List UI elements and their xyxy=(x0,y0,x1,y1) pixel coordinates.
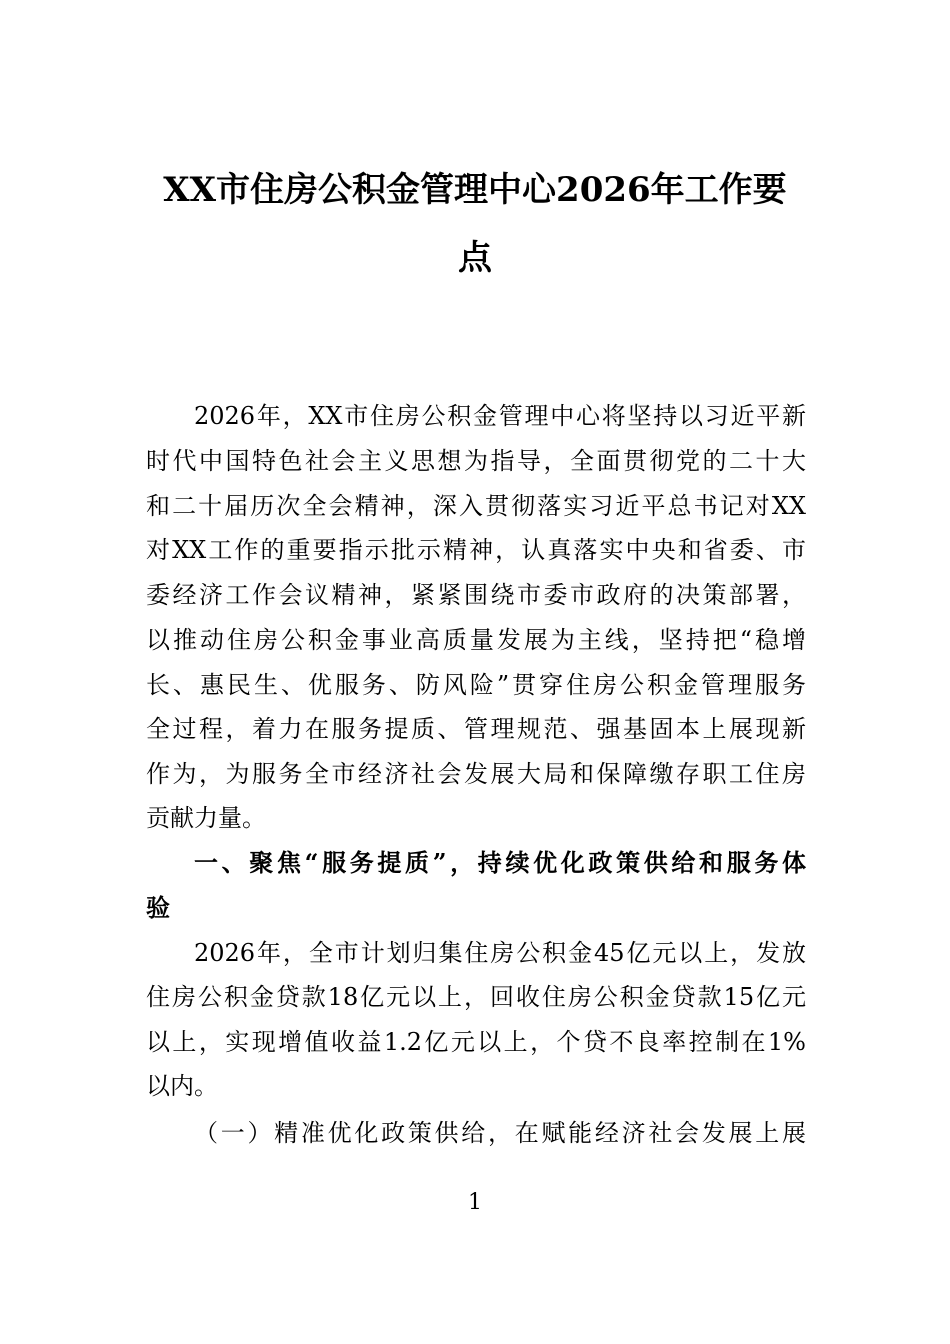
text-line: 以推动住房公积金事业高质量发展为主线，坚持把“稳增 xyxy=(146,626,806,654)
text-line: 委经济工作会议精神，紧紧围绕市委市政府的决策部署， xyxy=(146,581,806,609)
text-line: 住房公积金贷款18亿元以上，回收住房公积金贷款15亿元 xyxy=(146,983,806,1011)
text-line: 以上，实现增值收益1.2亿元以上，个贷不良率控制在1% xyxy=(146,1028,806,1056)
text-line: 长、惠民生、优服务、防风险”贯穿住房公积金管理服务 xyxy=(146,671,806,699)
subsection-1-heading: （一）精准优化政策供给，在赋能经济社会发展上展 xyxy=(194,1119,806,1147)
text-line: 2026年，XX市住房公积金管理中心将坚持以习近平新 xyxy=(194,402,806,430)
text-line: 和二十届历次全会精神，深入贯彻落实习近平总书记对XX xyxy=(146,492,806,520)
text-line: 作为，为服务全市经济社会发展大局和保障缴存职工住房 xyxy=(146,760,806,788)
document-title-line-1: XX市住房公积金管理中心2026年工作要 xyxy=(163,170,787,210)
document-title-line-2: 点 xyxy=(458,238,492,278)
text-line: 贡献力量。 xyxy=(146,804,266,832)
text-line: 2026年，全市计划归集住房公积金45亿元以上，发放 xyxy=(194,939,806,967)
text-line: 以内。 xyxy=(146,1072,218,1100)
heading-line: 一、聚焦“服务提质”，持续优化政策供给和服务体 xyxy=(194,848,806,877)
heading-line: 验 xyxy=(146,893,170,922)
text-line: 时代中国特色社会主义思想为指导，全面贯彻党的二十大 xyxy=(146,447,806,475)
text-line: 全过程，着力在服务提质、管理规范、强基固本上展现新 xyxy=(146,715,806,743)
page-number: 1 xyxy=(468,1190,482,1215)
text-line: 对XX工作的重要指示批示精神，认真落实中央和省委、市 xyxy=(146,536,806,564)
